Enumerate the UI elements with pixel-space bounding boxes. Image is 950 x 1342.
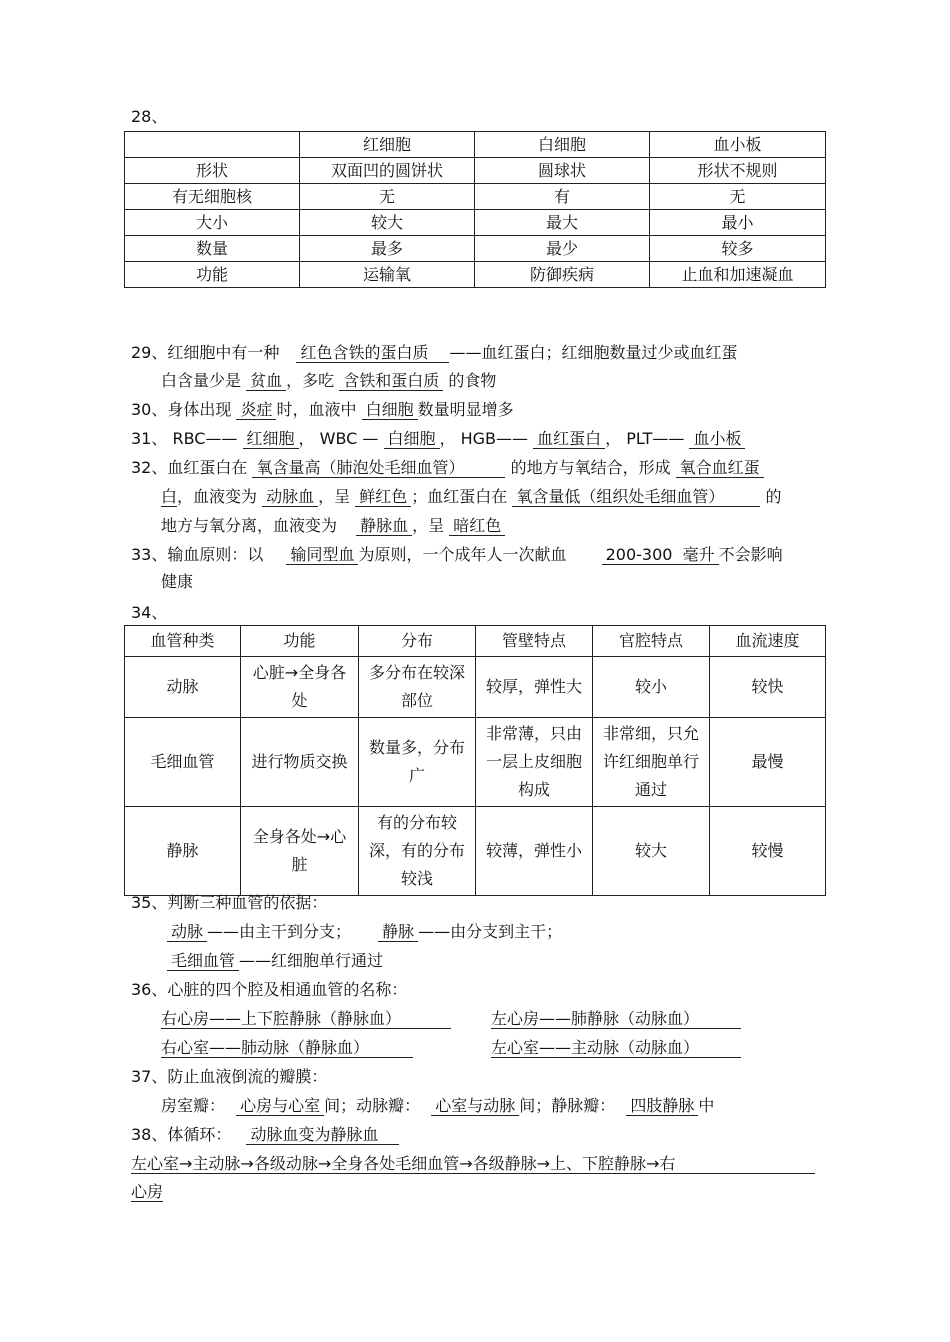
text: ——由分支到主干；: [418, 922, 563, 941]
table-row: [125, 184, 826, 210]
text: ——由主干到分支；: [207, 922, 352, 941]
question-28-number: 28、: [131, 107, 168, 126]
question-34-number: 34、: [131, 603, 168, 622]
question-32-line-3: [161, 516, 505, 536]
table-header-cell: 血流速度: [710, 626, 826, 657]
table-row: [125, 718, 826, 807]
table-header-cell: 血小板: [650, 132, 826, 158]
answer-blank: 静脉: [378, 923, 418, 942]
question-36-item: [161, 1038, 413, 1058]
answer-blank: 动脉血变为静脉血: [246, 1126, 399, 1145]
question-36-item: [491, 1009, 741, 1029]
table-cell: 最慢: [710, 718, 826, 807]
table-cell: 动脉: [125, 657, 241, 718]
table-header-cell: 分布: [359, 626, 476, 657]
text: 间；静脉瓣：: [519, 1096, 616, 1115]
table-cell: 较薄，弹性小: [476, 807, 593, 896]
text: ；血红蛋白在: [411, 487, 508, 506]
table-cell: 心脏→全身各处: [241, 657, 359, 718]
text: ——红细胞单行通过: [239, 951, 384, 970]
table-cell: 较厚，弹性大: [476, 657, 593, 718]
text: ， PLT——: [605, 429, 685, 448]
table-cell: 较小: [593, 657, 710, 718]
answer-blank: 心房: [131, 1182, 164, 1201]
table-row: [125, 657, 826, 718]
text: 31、 RBC——: [131, 429, 238, 448]
table-cell: 有: [475, 184, 650, 210]
table-cell: 最多: [300, 236, 475, 262]
question-30: [131, 400, 514, 420]
table-cell: 数量多，分布广: [359, 718, 476, 807]
answer-blank: 动脉: [167, 923, 207, 942]
question-37-title: 37、防止血液倒流的瓣膜：: [131, 1067, 328, 1086]
table-cell: 数量: [125, 236, 300, 262]
table-cell: 多分布在较深部位: [359, 657, 476, 718]
table-cell: 圆球状: [475, 158, 650, 184]
table-row: [125, 236, 826, 262]
table-cell: 无: [300, 184, 475, 210]
answer-blank: 红色含铁的蛋白质: [296, 344, 449, 363]
text: 房室瓣：: [161, 1096, 226, 1115]
table-header-cell: [125, 132, 300, 158]
answer-blank: 炎症: [236, 401, 276, 420]
text: 的食物: [448, 371, 497, 390]
table-header-cell: 血管种类: [125, 626, 241, 657]
text: ——血红蛋白；红细胞数量过少或血红蛋: [449, 343, 738, 362]
answer-blank: 白细胞: [384, 430, 440, 449]
text: 时，血液中: [276, 400, 357, 419]
blood-cells-table: [124, 131, 826, 288]
answer-blank: 红细胞: [243, 430, 299, 449]
text: 29、红细胞中有一种: [131, 343, 280, 362]
table-cell: 有无细胞核: [125, 184, 300, 210]
table-cell: 最大: [475, 210, 650, 236]
answer-blank: 右心房——上下腔静脉（静脉血）: [161, 1010, 451, 1029]
text: 的: [765, 487, 782, 506]
answer-blank: 心室与动脉: [431, 1097, 519, 1116]
text: 白含量少是: [161, 371, 242, 390]
answer-blank: 血红蛋白: [533, 430, 605, 449]
table-cell: 较多: [650, 236, 826, 262]
question-33-line-2: 健康: [161, 572, 194, 591]
table-cell: 较快: [710, 657, 826, 718]
answer-blank: 白细胞: [362, 401, 418, 420]
question-38-line-3: [131, 1182, 163, 1202]
text: 33、输血原则：以: [131, 545, 264, 564]
text: 38、体循环：: [131, 1125, 232, 1144]
answer-blank: 暗红色: [449, 517, 505, 536]
blood-vessels-table: [124, 625, 826, 896]
answer-blank: 左心房——肺静脉（动脉血）: [491, 1010, 741, 1029]
text: ，血液变为: [177, 487, 258, 506]
text: ，呈: [318, 487, 351, 506]
answer-blank: 氧合血红蛋: [676, 459, 764, 478]
question-35-line-2: [167, 951, 383, 971]
answer-blank: 鲜红色: [355, 488, 411, 507]
table-cell: 进行物质交换: [241, 718, 359, 807]
question-36-item: [161, 1009, 451, 1029]
table-cell: 无: [650, 184, 826, 210]
table-header-row: [125, 626, 826, 657]
answer-blank: 四肢静脉: [626, 1097, 698, 1116]
question-29-line-2: [161, 371, 496, 391]
text: 地方与氧分离，血液变为: [161, 516, 338, 535]
answer-blank: 含铁和蛋白质: [339, 372, 443, 391]
table-header-cell: 红细胞: [300, 132, 475, 158]
question-37-line: [161, 1096, 714, 1116]
text: 30、身体出现: [131, 400, 232, 419]
table-cell: 非常薄，只由一层上皮细胞构成: [476, 718, 593, 807]
text: 中: [698, 1096, 715, 1115]
text: 间；动脉瓣：: [324, 1096, 421, 1115]
table-header-cell: 管壁特点: [476, 626, 593, 657]
table-header-cell: 官腔特点: [593, 626, 710, 657]
question-35-title: 35、判断三种血管的依据：: [131, 893, 328, 912]
answer-blank: 贫血: [246, 372, 286, 391]
answer-blank: 右心室——肺动脉（静脉血）: [161, 1039, 413, 1058]
question-36-title: 36、心脏的四个腔及相通血管的名称：: [131, 980, 408, 999]
table-cell: 运输氧: [300, 262, 475, 288]
question-32-line-1: [131, 458, 764, 478]
table-cell: 大小: [125, 210, 300, 236]
table-cell: 有的分布较深，有的分布较浅: [359, 807, 476, 896]
text: 数量明显增多: [417, 400, 514, 419]
answer-blank: 毛细血管: [167, 952, 239, 971]
answer-blank: 左心室——主动脉（动脉血）: [491, 1039, 741, 1058]
table-row: [125, 158, 826, 184]
answer-blank: 氧含量低（组织处毛细血管）: [512, 488, 760, 507]
table-cell: 静脉: [125, 807, 241, 896]
text: 32、血红蛋白在: [131, 458, 248, 477]
answer-blank: 氧含量高（肺泡处毛细血管）: [252, 459, 505, 478]
table-row: [125, 262, 826, 288]
text: 为原则，一个成年人一次献血: [358, 545, 567, 564]
table-cell: 功能: [125, 262, 300, 288]
answer-blank: 动脉血: [262, 488, 318, 507]
table-cell: 形状不规则: [650, 158, 826, 184]
answer-blank: 血小板: [689, 430, 745, 449]
question-33-line-1: [131, 545, 783, 565]
question-32-line-2: [161, 487, 781, 507]
text: ， HGB——: [439, 429, 529, 448]
question-29-line-1: [131, 343, 737, 363]
answer-blank: 200-300 毫升: [602, 546, 719, 565]
text: ，多吃: [286, 371, 335, 390]
table-header-cell: 白细胞: [475, 132, 650, 158]
table-header-cell: 功能: [241, 626, 359, 657]
table-row: [125, 210, 826, 236]
table-cell: 毛细血管: [125, 718, 241, 807]
table-cell: 防御疾病: [475, 262, 650, 288]
table-cell: 双面凹的圆饼状: [300, 158, 475, 184]
answer-blank: 输同型血: [286, 546, 358, 565]
question-35-line-1: [167, 922, 562, 942]
table-cell: 较大: [593, 807, 710, 896]
question-36-item: [491, 1038, 741, 1058]
table-cell: 全身各处→心脏: [241, 807, 359, 896]
text: 不会影响: [718, 545, 783, 564]
question-38-line-2: [131, 1154, 815, 1174]
question-31: [131, 429, 745, 449]
table-cell: 较大: [300, 210, 475, 236]
answer-blank: 左心室→主动脉→各级动脉→全身各处毛细血管→各级静脉→上、下腔静脉→右: [131, 1155, 815, 1174]
text: ， WBC —: [298, 429, 379, 448]
table-cell: 最小: [650, 210, 826, 236]
table-cell: 非常细，只允许红细胞单行通过: [593, 718, 710, 807]
answer-blank: 白: [161, 487, 178, 506]
answer-blank: 心房与心室: [236, 1097, 324, 1116]
table-cell: 形状: [125, 158, 300, 184]
text: ，呈: [412, 516, 445, 535]
table-cell: 最少: [475, 236, 650, 262]
table-header-row: [125, 132, 826, 158]
table-row: [125, 807, 826, 896]
answer-blank: 静脉血: [356, 517, 412, 536]
question-38-line-1: [131, 1125, 399, 1145]
table-cell: 较慢: [710, 807, 826, 896]
text: 的地方与氧结合，形成: [510, 458, 671, 477]
table-cell: 止血和加速凝血: [650, 262, 826, 288]
